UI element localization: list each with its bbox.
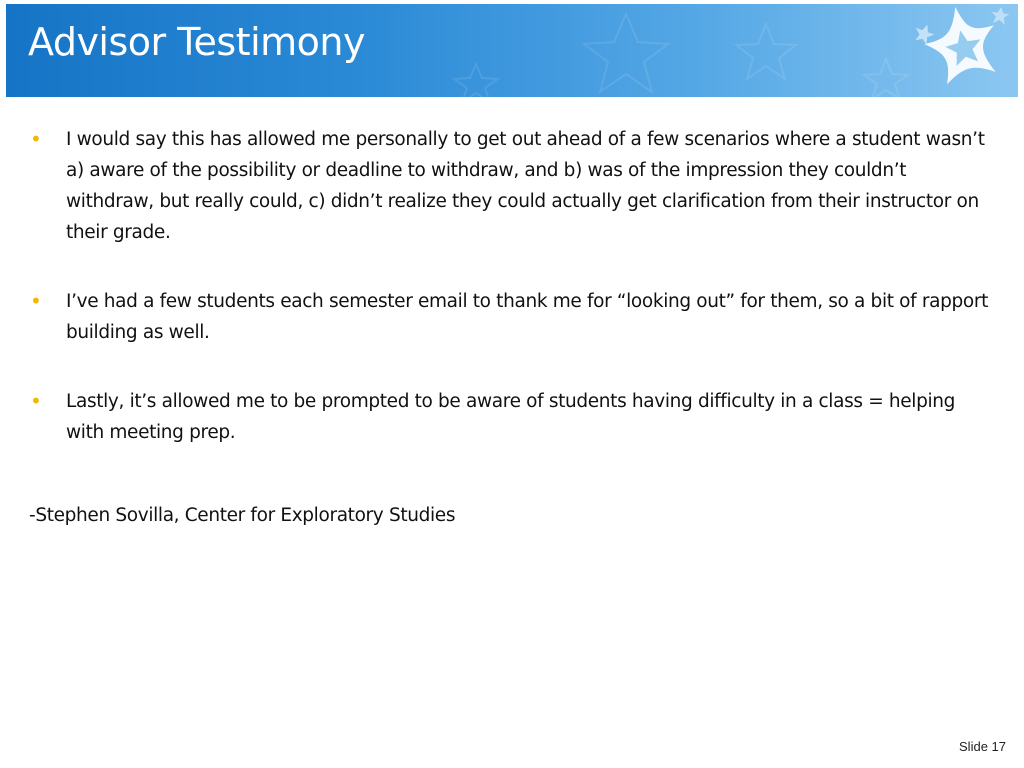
bullet-item — [30, 124, 996, 248]
bullet-icon: • — [30, 289, 42, 313]
bullet-icon: • — [30, 127, 42, 151]
bullet-item — [30, 286, 996, 348]
attribution: -Stephen Sovilla, Center for Exploratory Studies — [29, 505, 456, 526]
slide-number: Slide 17 — [959, 739, 1006, 754]
slide-title: Advisor Testimony — [28, 20, 365, 64]
bullet-item — [30, 386, 996, 448]
bullet-text: I would say this has allowed me personally to get out ahead of a few scenarios where a student wasn’t a) aware of the possibility or deadline to withdraw, and b) was of the impression they couldn’t withdraw, but really could, c) didn’t realize they could actually get clarification from their instructor on their grade. — [66, 129, 985, 243]
bullet-text: I’ve had a few students each semester email to thank me for “looking out” for them, so a bit of rapport building as well. — [66, 291, 988, 343]
bullet-text: Lastly, it’s allowed me to be prompted to be aware of students having difficulty in a class = helping with meeting prep. — [66, 391, 956, 443]
title-banner — [6, 4, 1018, 97]
bullet-list — [30, 124, 996, 486]
bullet-icon: • — [30, 389, 42, 413]
